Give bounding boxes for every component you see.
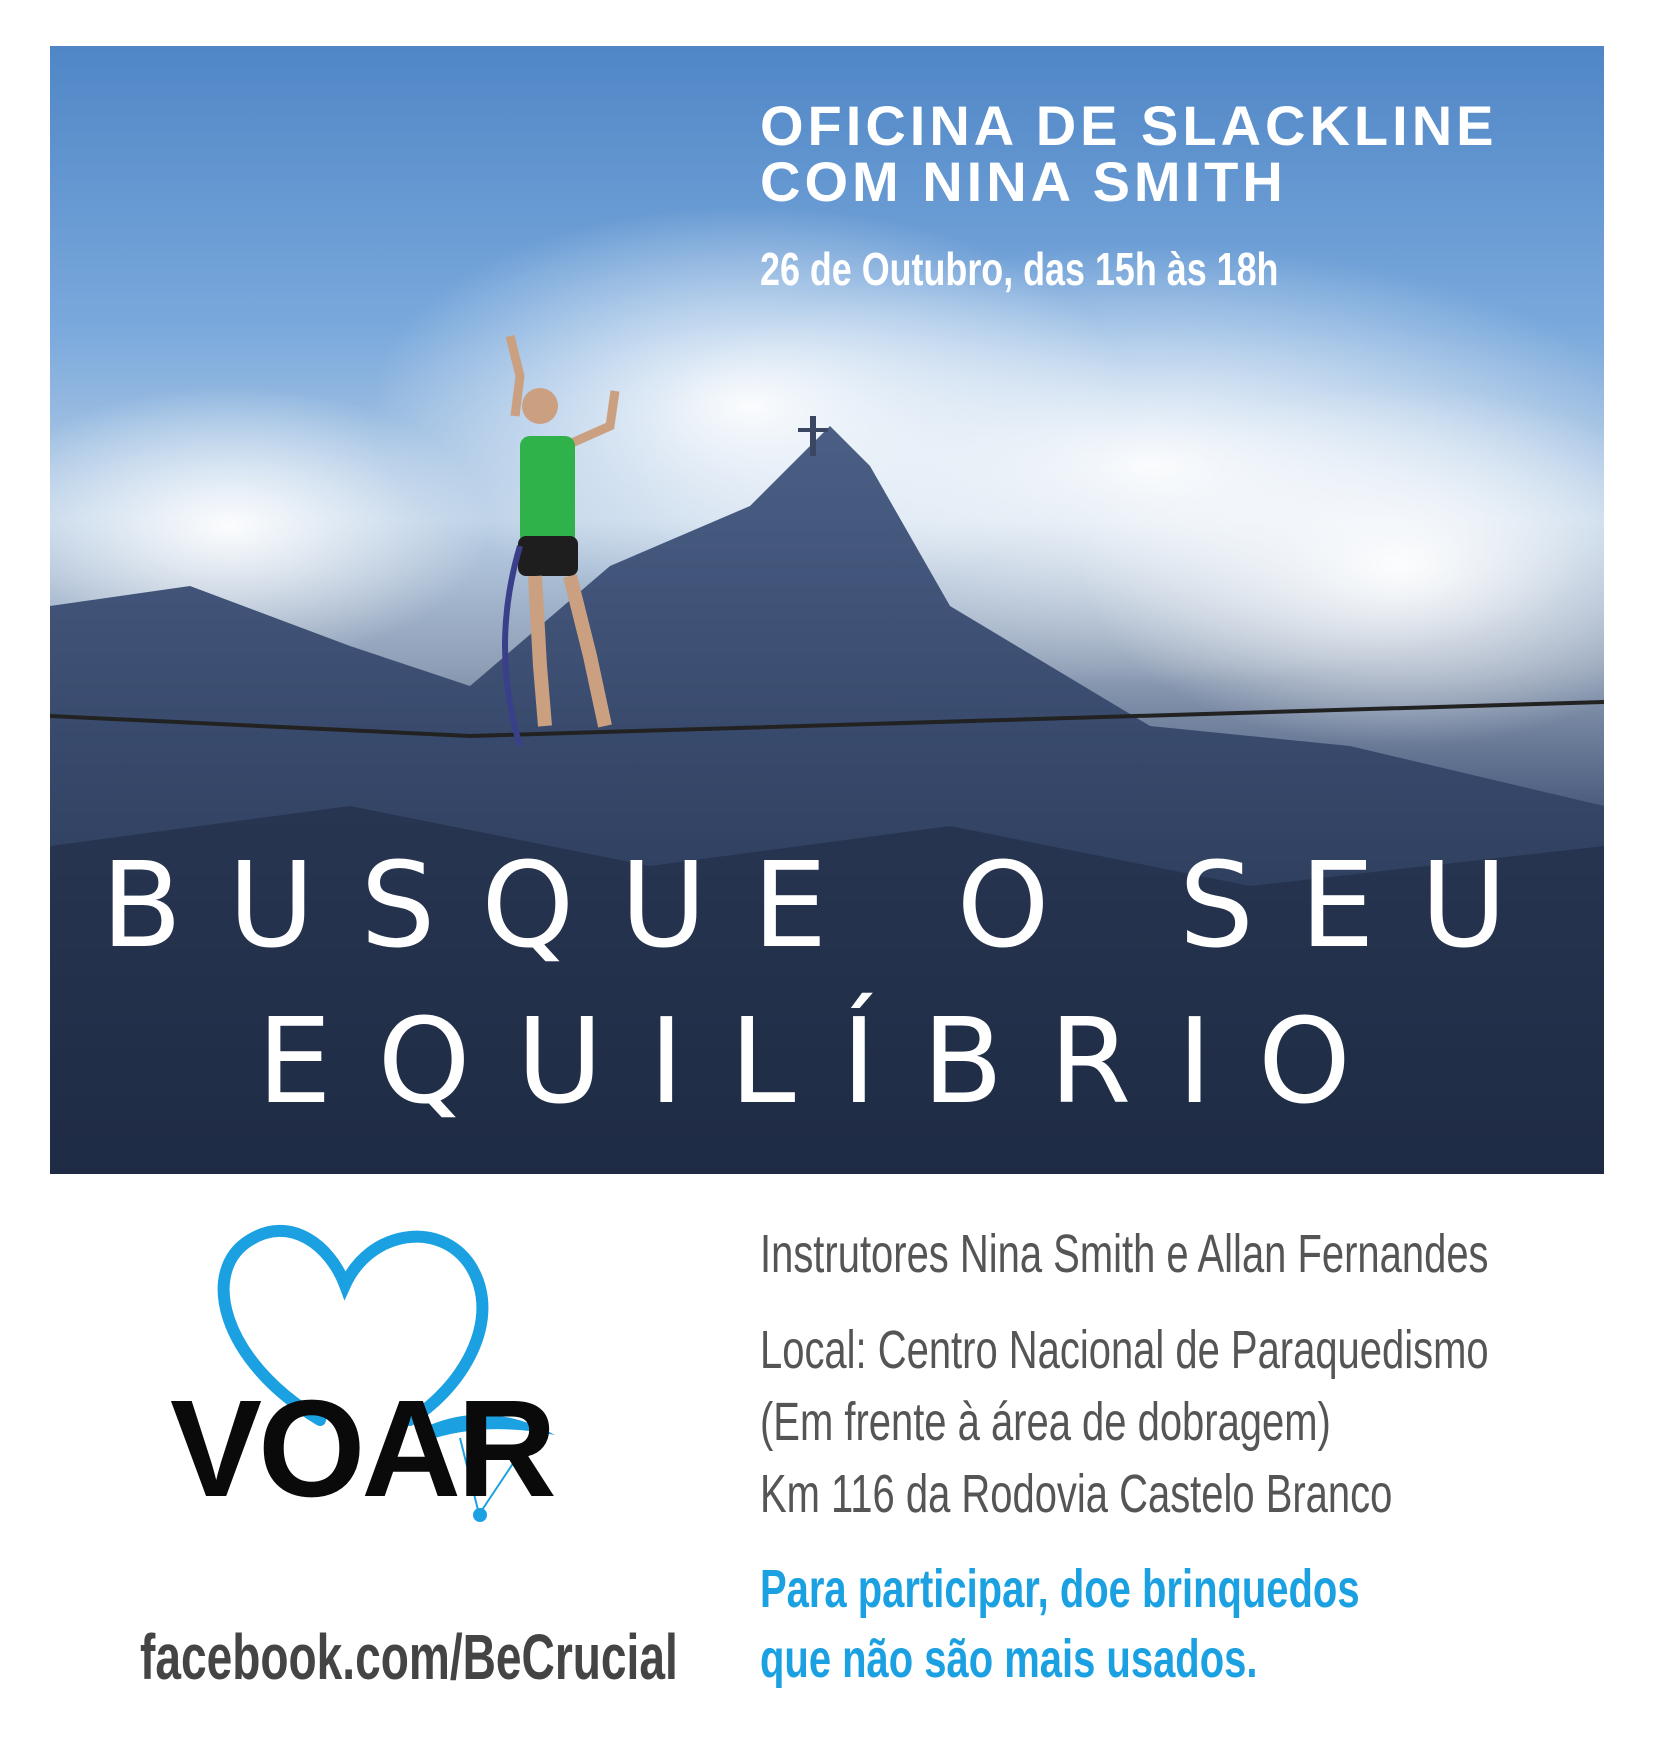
facebook-link[interactable]: facebook.com/BeCrucial xyxy=(140,1621,678,1693)
cta-line-1: Para participar, doe brinquedos xyxy=(760,1559,1360,1619)
cta-line-2: que não são mais usados. xyxy=(760,1629,1258,1689)
logo-text: VOAR xyxy=(170,1372,553,1526)
voar-logo xyxy=(160,1210,580,1550)
title-line-2: COM NINA SMITH xyxy=(760,150,1287,213)
location-line-3: Km 116 da Rodovia Castelo Branco xyxy=(760,1464,1393,1524)
slogan-line-1: BUSQUE O SEU xyxy=(101,836,1553,974)
location-line-2: (Em frente à área de dobragem) xyxy=(760,1392,1331,1452)
title-line-1: OFICINA DE SLACKLINE xyxy=(760,94,1498,157)
event-date: 26 de Outubro, das 15h às 18h xyxy=(760,243,1279,295)
location-line-1: Local: Centro Nacional de Paraquedismo xyxy=(760,1320,1489,1380)
instructors-text: Instrutores Nina Smith e Allan Fernandes xyxy=(760,1224,1489,1284)
hero-photo xyxy=(50,46,1604,1174)
workshop-title xyxy=(760,94,1498,213)
event-info xyxy=(760,1218,1640,1694)
slogan-line-2: EQUILÍBRIO xyxy=(257,992,1397,1130)
